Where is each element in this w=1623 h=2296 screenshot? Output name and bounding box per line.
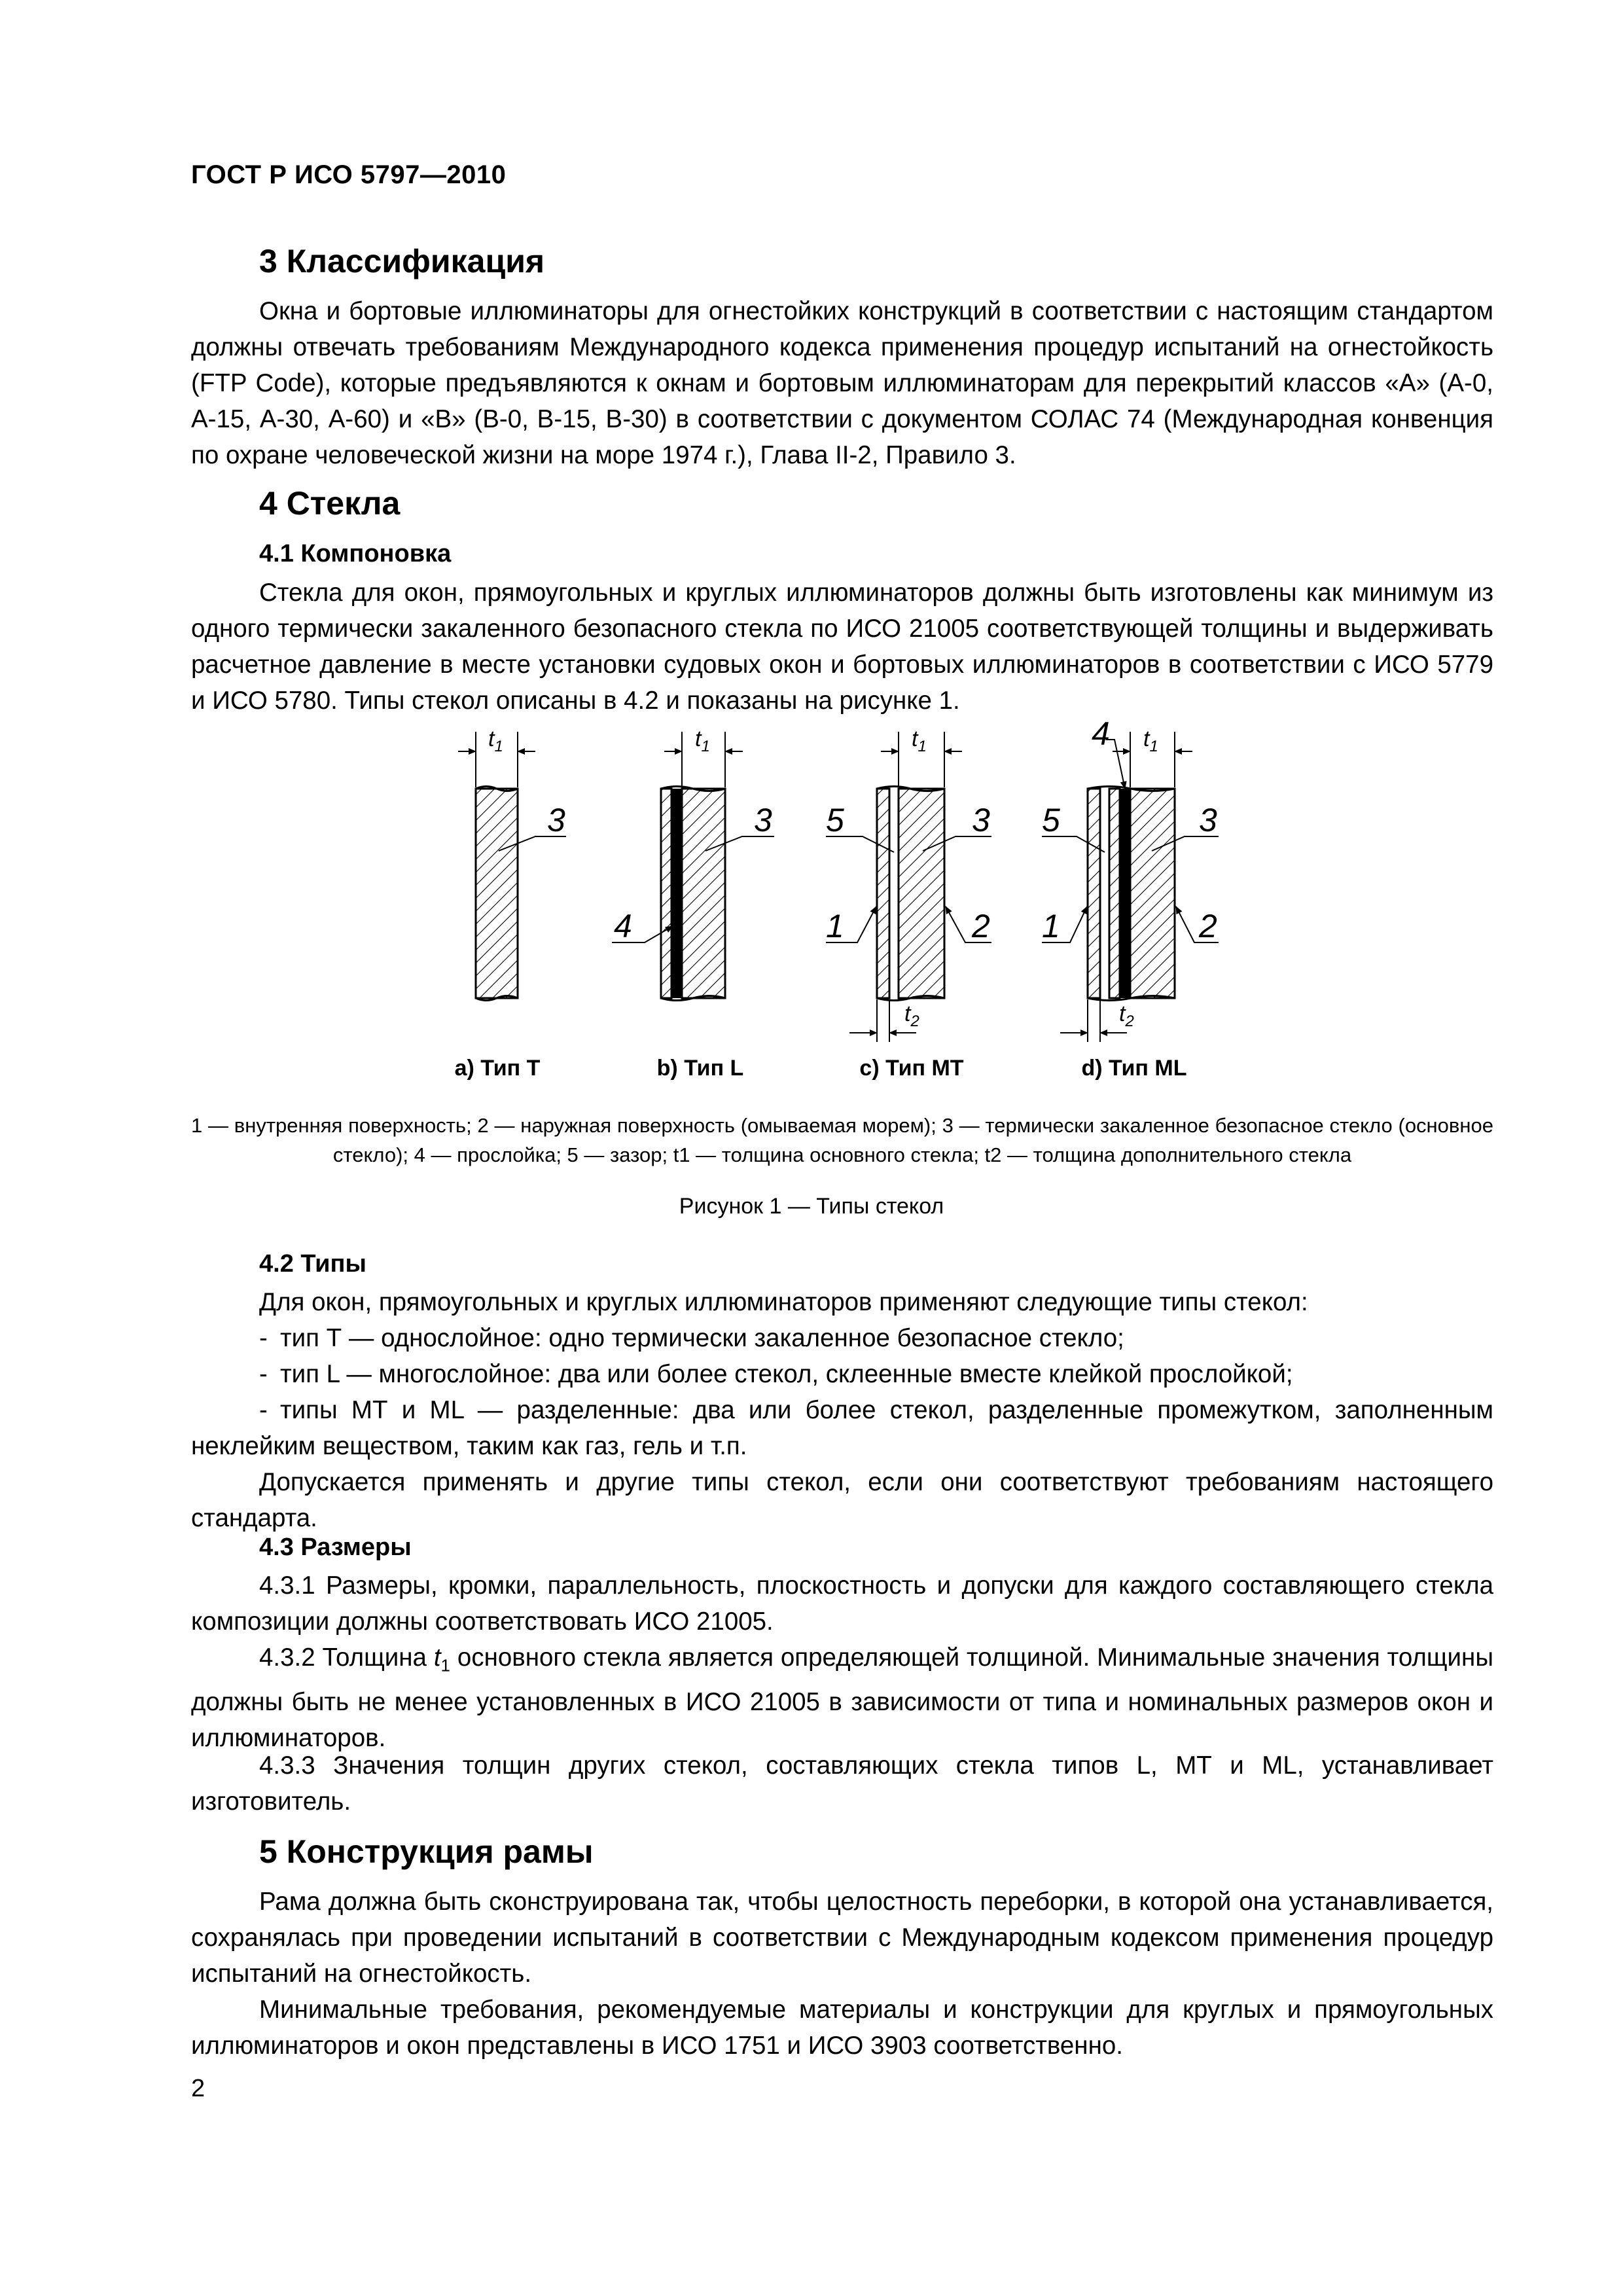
label-3: 3	[972, 802, 990, 838]
t2-label: $t_2$	[904, 1001, 919, 1030]
section-4-2-heading: 4.2 Типы	[259, 1250, 366, 1278]
section-4-3-3: 4.3.3 Значения толщин других стекол, составляющих стекла типов L, МТ и ML, устанавливает изготовитель.	[191, 1751, 1493, 1816]
section-4-3-1: 4.3.1 Размеры, кромки, параллельность, плоскостность и допуски для каждого составляющего стекла композиции должны соответствовать ИСО 21005.	[191, 1571, 1493, 1636]
page-number: 2	[191, 2075, 205, 2102]
label-3: 3	[547, 802, 565, 838]
label-3: 3	[754, 802, 772, 838]
list-item: - тип L — многослойное: два или более стекол, склеенные вместе клейкой прослойкой;	[259, 1360, 1293, 1388]
figure-b-type-l	[612, 726, 774, 1001]
figure-a-type-t	[458, 726, 566, 1001]
caption-type-l: b) Тип L	[656, 1056, 744, 1081]
section-3-heading: 3 Классификация	[259, 243, 545, 279]
section-4-1-heading: 4.1 Компоновка	[259, 540, 452, 567]
label-1: 1	[1042, 908, 1060, 944]
section-4-3-heading: 4.3 Размеры	[259, 1534, 412, 1561]
label-5: 5	[1042, 802, 1060, 838]
label-4: 4	[1092, 715, 1110, 752]
label-2: 2	[1199, 908, 1217, 944]
section-5-heading: 5 Конструкция рамы	[259, 1833, 594, 1870]
section-5-paragraph-1: Рама должна быть сконструирована так, чтобы целостность переборки, в которой она устанавливается, сохранялась при проведении испытаний в соответствии с Международным кодексом применения процедур испытаний на огнестойкость.	[191, 1888, 1493, 1988]
label-5: 5	[826, 802, 844, 838]
figure-c-type-mt	[826, 726, 991, 1042]
section-3-paragraph: Окна и бортовые иллюминаторы для огнестойких конструкций в соответствии с настоящим стандартом должны отвечать требованиям Международного кодекса применения процедур испытаний на огнестойкость (FTP Code), которые предъявляются к окнам и бортовым иллюминаторам для перекрытий классов «А» (А-0, А-15, А-30, А-60) и «В» (В-0, В-15, В-30) в соответствии с документом СОЛАС 74 (Международная конвенция по охране человеческой жизни на море 1974 г.), Глава II-2, Правило 3.	[191, 297, 1493, 469]
document-header: ГОСТ Р ИСО 5797—2010	[191, 160, 507, 189]
caption-type-ml: d) Тип ML	[1081, 1056, 1187, 1081]
section-4-2-note: Допускается применять и другие типы стекол, если они соответствуют требованиям настоящего стандарта.	[191, 1468, 1493, 1532]
list-item: - типы МТ и ML — разделенные: два или более стекол, разделенные промежутком, заполненным неклейким веществом, таким как газ, гель и т.п.	[191, 1396, 1493, 1460]
t2-label: $t_2$	[1119, 1001, 1134, 1030]
t1-label: $t_1$	[488, 726, 503, 755]
figure-d-type-ml	[1042, 715, 1219, 1042]
section-4-heading: 4 Стекла	[259, 485, 401, 522]
t1-label: $t_1$	[912, 726, 927, 755]
figure-title: Рисунок 1 — Типы стекол	[679, 1194, 944, 1219]
label-2: 2	[972, 908, 990, 944]
glass-types-figure	[0, 707, 1623, 1100]
t1-label: $t_1$	[1143, 726, 1158, 755]
caption-type-t: а) Тип Т	[454, 1056, 541, 1081]
figure-legend: 1 — внутренняя поверхность; 2 — наружная поверхность (омываемая морем); 3 — термически закаленное безопасное стекло (основное стекло); 4 — прослойка; 5 — зазор; t1 — толщина основного стекла; t2 — толщина дополнительного стекла	[191, 1114, 1493, 1166]
caption-type-mt: c) Тип МТ	[859, 1056, 964, 1081]
label-3: 3	[1199, 802, 1217, 838]
label-1: 1	[826, 908, 844, 944]
section-5-paragraph-2: Минимальные требования, рекомендуемые материалы и конструкции для круглых и прямоугольных иллюминаторов и окон представлены в ИСО 1751 и ИСО 3903 соответственно.	[191, 1996, 1493, 2060]
list-item: - тип Т — однослойное: одно термически закаленное безопасное стекло;	[259, 1324, 1124, 1352]
section-4-3-2: 4.3.2 Толщина $t_1$ основного стекла является определяющей толщиной. Минимальные значения толщины должны быть не менее установленных в ИСО 21005 в зависимости от типа и номинальных размеров окон и иллюминаторов.	[191, 1643, 1493, 1752]
label-4: 4	[614, 908, 632, 944]
section-4-2-intro: Для окон, прямоугольных и круглых иллюминаторов применяют следующие типы стекол:	[259, 1288, 1308, 1316]
section-4-1-paragraph: Стекла для окон, прямоугольных и круглых иллюминаторов должны быть изготовлены как минимум из одного термически закаленного безопасного стекла по ИСО 21005 соответствующей толщины и выдерживать расчетное давление в месте установки судовых окон и бортовых иллюминаторов в соответствии с ИСО 5779 и ИСО 5780. Типы стекол описаны в 4.2 и показаны на рисунке 1.	[191, 579, 1493, 715]
t1-label: $t_1$	[695, 726, 710, 755]
